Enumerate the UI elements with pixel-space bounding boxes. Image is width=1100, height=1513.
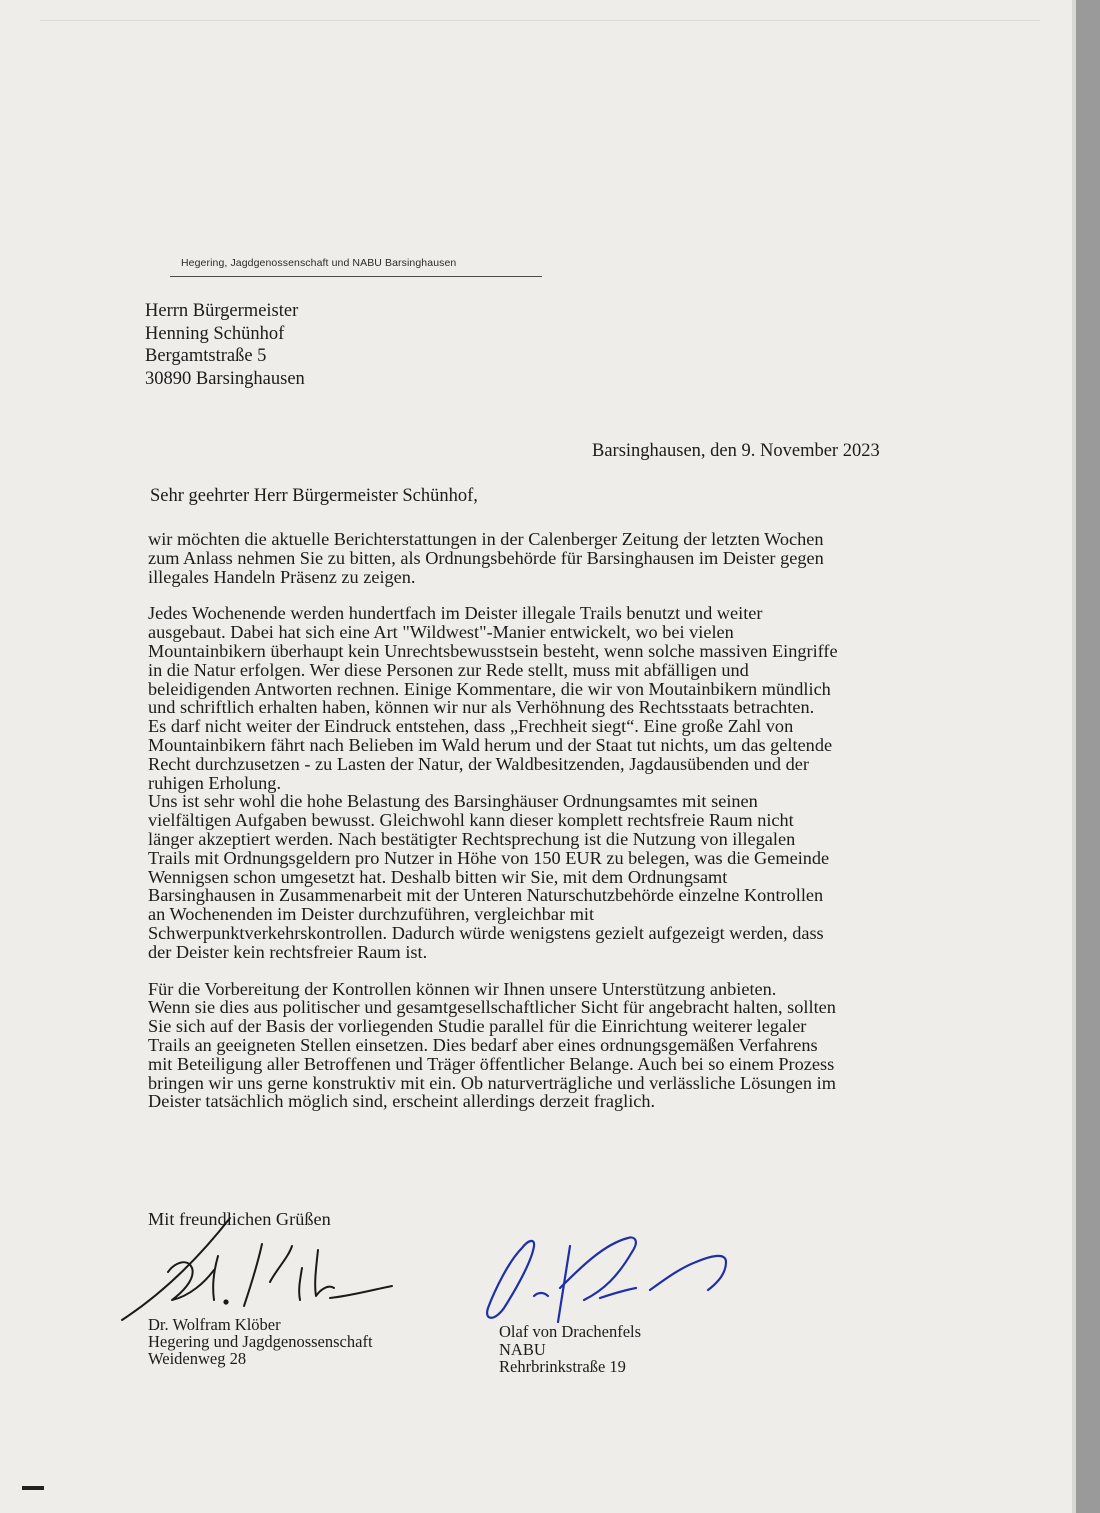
paragraph-line: Sie sich auf der Basis der vorliegenden Studie parallel für die Einrichtung weiterer legaler	[148, 1016, 807, 1037]
paragraph-2	[148, 604, 978, 792]
signatory-1	[148, 1316, 373, 1367]
recipient-address	[145, 300, 305, 390]
paragraph-line: Für die Vorbereitung der Kontrollen können wir Ihnen unsere Unterstützung anbieten.	[148, 978, 777, 999]
paragraph-line: Trails an geeigneten Stellen einsetzen. Dies bedarf aber eines ordnungsgemäßen Verfahrens	[148, 1034, 818, 1055]
paragraph-line: vielfältigen Aufgaben bewusst. Gleichwohl kann dieser komplett rechtsfreie Raum nicht	[148, 810, 794, 831]
scan-edge	[1076, 0, 1100, 1513]
paragraph-line: Mountainbikern überhaupt kein Unrechtsbewusstsein besteht, wenn solche massiven Eingriffe	[148, 640, 838, 661]
paragraph-line: in die Natur erfolgen. Wer diese Personen zur Rede stellt, muss mit abfälligen und	[148, 659, 749, 680]
paragraph-line: illegales Handeln Präsenz zu zeigen.	[148, 566, 416, 587]
recipient-line: 30890 Barsinghausen	[145, 368, 305, 389]
paragraph-line: beleidigenden Antworten rechnen. Einige Kommentare, die wir von Moutainbikern mündlich	[148, 678, 831, 699]
signatory-1-name: Dr. Wolfram Klöber	[148, 1315, 281, 1334]
paragraph-line: Uns ist sehr wohl die hohe Belastung des Barsinghäuser Ordnungsamtes mit seinen	[148, 791, 758, 812]
paragraph-line: Barsinghausen in Zusammenarbeit mit der Unteren Naturschutzbehörde einzelne Kontrollen	[148, 885, 824, 906]
paragraph-line: wir möchten die aktuelle Berichterstattungen in der Calenberger Zeitung der letzten Wochen	[148, 529, 824, 549]
paragraph-line: Wenn sie dies aus politischer und gesamtgesellschaftlicher Sicht für angebracht halten, sollten	[148, 997, 836, 1018]
recipient-line: Henning Schünhof	[145, 323, 285, 344]
signatory-2-org: NABU	[499, 1339, 546, 1359]
paragraph-line: Jedes Wochenende werden hundertfach im Deister illegale Trails benutzt und weiter	[148, 603, 763, 624]
paragraph-line: Es darf nicht weiter der Eindruck entstehen, dass „Frechheit siegt“. Eine große Zahl von	[148, 716, 794, 737]
recipient-line: Bergamtstraße 5	[145, 346, 267, 366]
recipient-line: Herrn Bürgermeister	[145, 301, 299, 321]
signatory-2	[499, 1323, 641, 1376]
signatory-2-name: Olaf von Drachenfels	[499, 1322, 642, 1341]
letter-date: Barsinghausen, den 9. November 2023	[592, 441, 880, 461]
paragraph-3	[148, 792, 978, 961]
paragraph-line: und schriftlich erhalten haben, können wir nur als Verhöhnung des Rechtsstaats betrachten.	[148, 697, 815, 718]
paragraph-line: mit Beteiligung aller Betroffenen und Träger öffentlicher Belange. Auch bei so einem Prozess	[148, 1053, 835, 1074]
letterhead: Hegering, Jagdgenossenschaft und NABU Barsinghausen	[181, 257, 457, 269]
scan-top-line	[40, 20, 1040, 21]
paragraph-line: bringen wir uns gerne konstruktiv mit ein. Ob naturverträgliche und verlässliche Lösungen im	[148, 1072, 836, 1093]
paragraph-line: Recht durchzusetzen - zu Lasten der Natur, der Waldbesitzenden, Jagdausübenden und der	[148, 753, 809, 774]
paragraph-4	[148, 980, 978, 1112]
paragraph-1	[148, 530, 978, 586]
scan-mark	[22, 1486, 44, 1490]
signatory-2-address: Rehrbrinkstraße 19	[499, 1357, 626, 1376]
paragraph-line: Mountainbikern fährt nach Belieben im Wald herum und der Staat tut nichts, um das geltende	[148, 734, 833, 755]
paragraph-line: Deister tatsächlich möglich sind, erscheint allerdings derzeit fraglich.	[148, 1091, 656, 1112]
paragraph-line: Wennigsen schon umgesetzt hat. Deshalb bitten wir Sie, mit dem Ordnungsamt	[148, 866, 728, 887]
paragraph-line: länger akzeptiert werden. Nach bestätigter Rechtsprechung ist die Nutzung von illegalen	[148, 828, 796, 849]
paragraph-line: Trails mit Ordnungsgeldern pro Nutzer in Höhe von 150 EUR zu belegen, was die Gemeinde	[148, 847, 830, 868]
paragraph-line: an Wochenenden im Deister durchzuführen, vergleichbar mit	[148, 904, 595, 925]
paragraph-line: ausgebaut. Dabei hat sich eine Art "Wildwest"-Manier entwickelt, wo bei vielen	[148, 622, 734, 643]
letterhead-rule	[170, 276, 542, 277]
closing: Mit freundlichen Grüßen	[148, 1209, 331, 1229]
paragraph-line: ruhigen Erholung.	[148, 772, 282, 793]
signatory-1-org: Hegering und Jagdgenossenschaft	[148, 1332, 373, 1351]
paragraph-line: Schwerpunktverkehrskontrollen. Dadurch würde wenigstens gezielt aufgezeigt werden, dass	[148, 922, 824, 943]
letter-body	[148, 530, 978, 1129]
paragraph-line: der Deister kein rechtsfreier Raum ist.	[148, 941, 428, 962]
salutation: Sehr geehrter Herr Bürgermeister Schünhof,	[150, 486, 478, 506]
signatory-1-address: Weidenweg 28	[148, 1349, 247, 1368]
paragraph-line: zum Anlass nehmen Sie zu bitten, als Ordnungsbehörde für Barsinghausen im Deister gegen	[148, 547, 824, 568]
